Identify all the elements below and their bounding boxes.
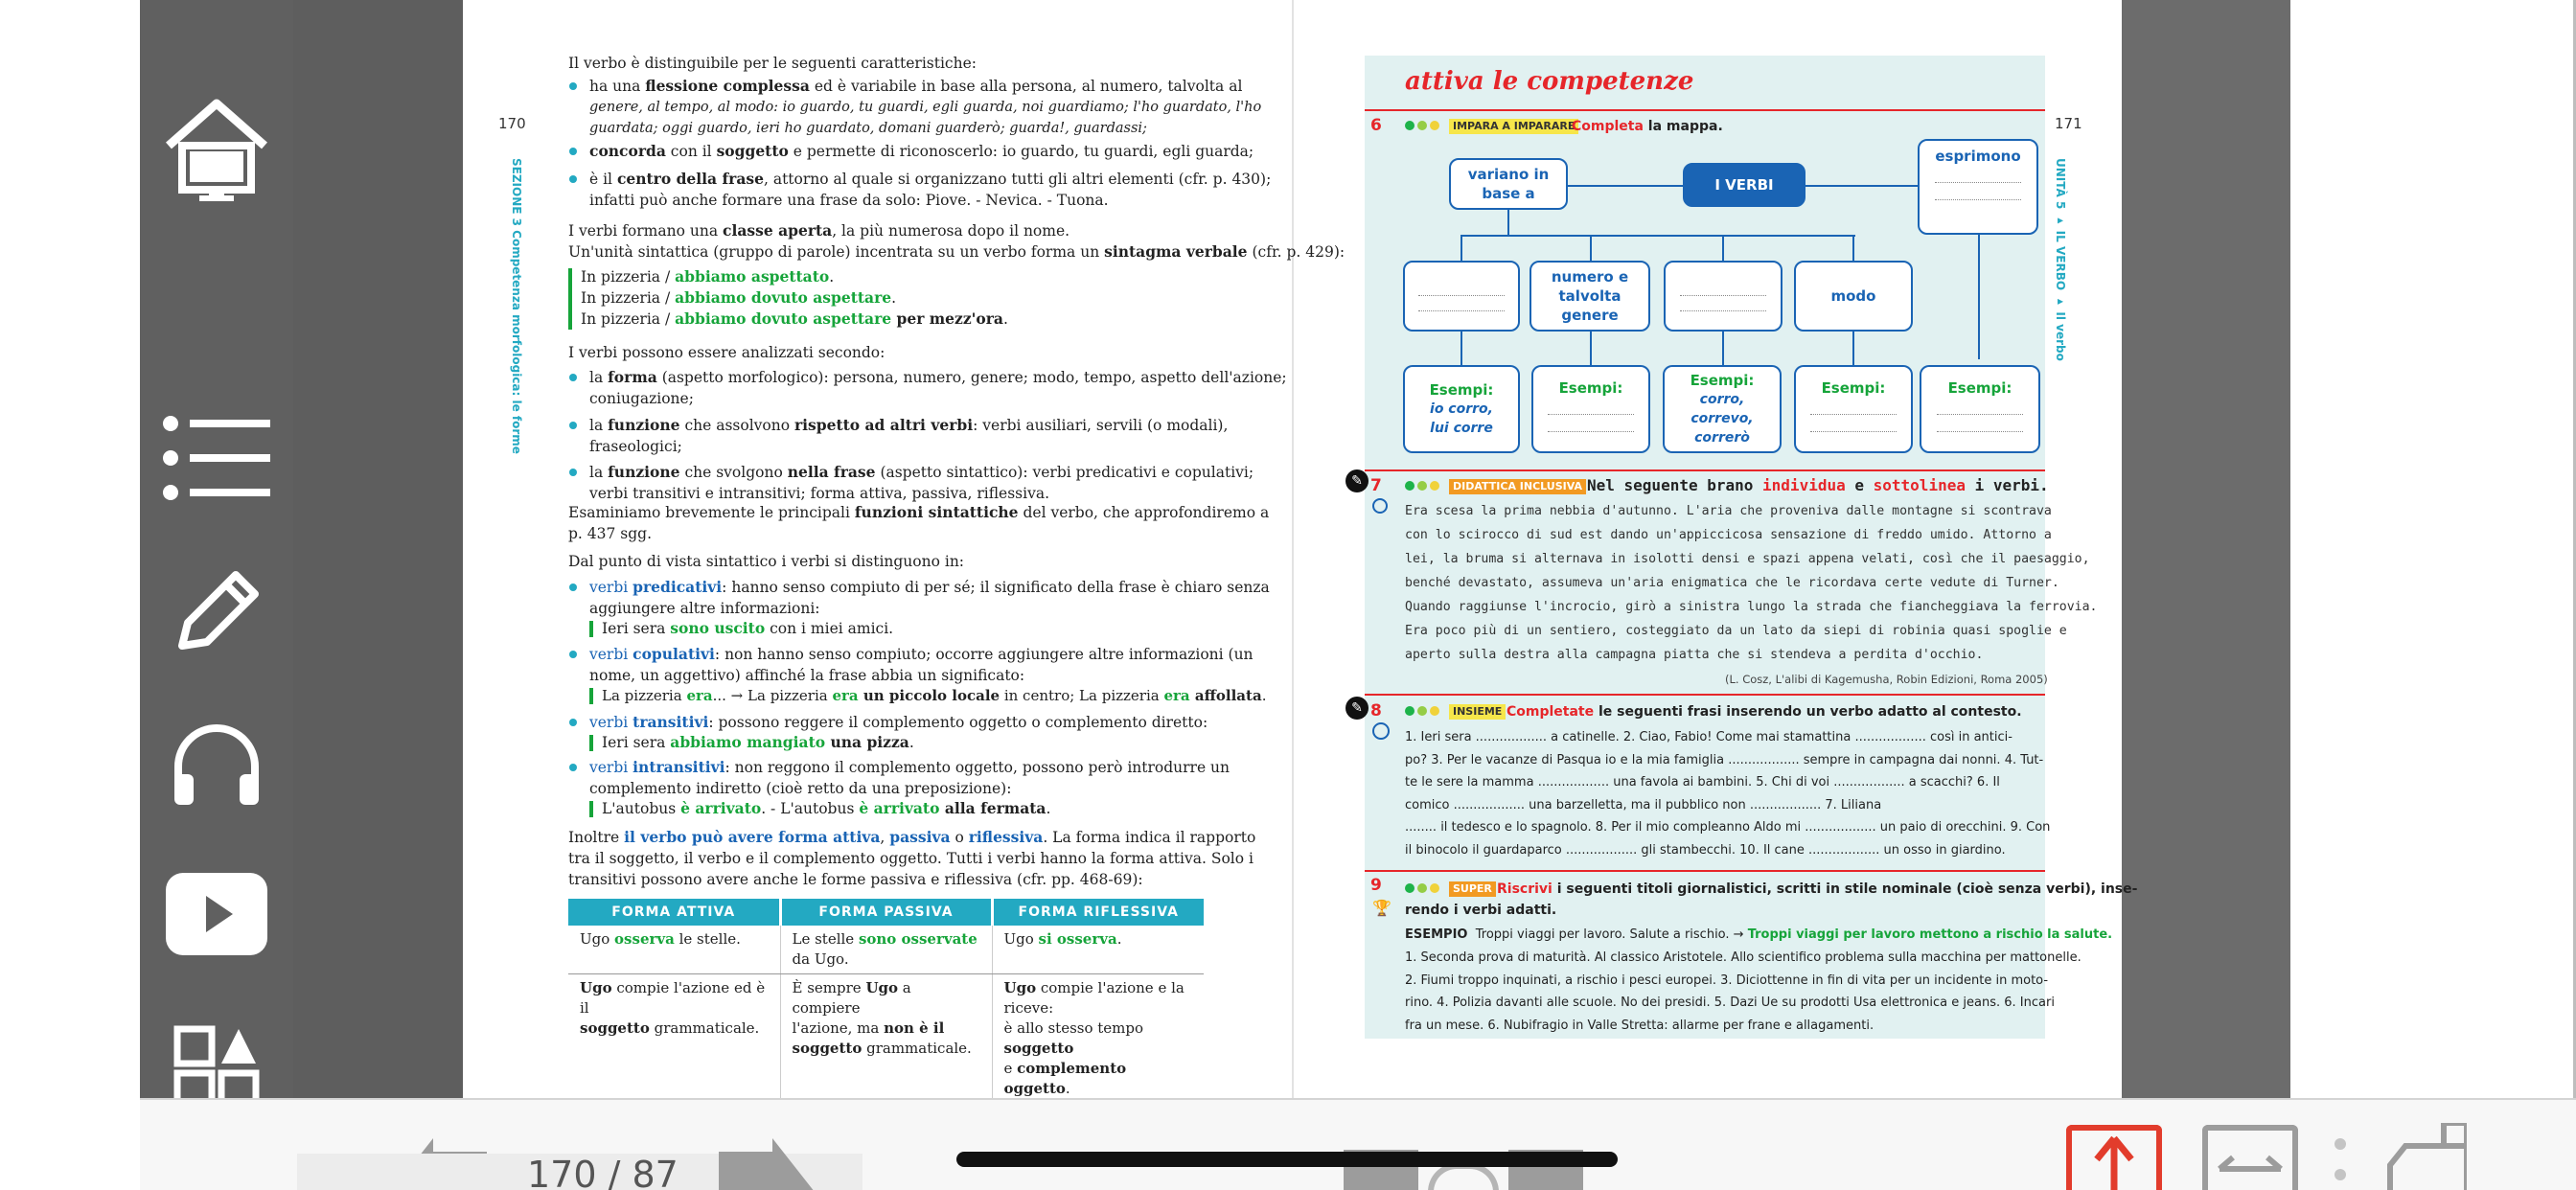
text-line: po? 3. Per le vacanze di Pasqua io e la mia famiglia .................. sempre in campagna dai nonni. 4. Tut- bbox=[1405, 752, 2044, 767]
criteria-2: la funzione che assolvono rispetto ad altri verbi: verbi ausiliari, servili (o modali), bbox=[589, 416, 1229, 434]
feature-2: concorda con il soggetto e permette di riconoscerlo: io guardo, tu guardi, egli guarda; bbox=[589, 142, 1254, 160]
table-cell: Ugo si osserva. bbox=[992, 926, 1204, 974]
criteria-2b: fraseologici; bbox=[589, 438, 682, 455]
bullet bbox=[569, 651, 577, 658]
map-node-blank bbox=[1664, 261, 1782, 332]
example-bar bbox=[568, 268, 572, 330]
map-connector bbox=[1507, 210, 1509, 235]
pencil-badge-icon: ✎ bbox=[1346, 469, 1368, 492]
map-connector bbox=[1568, 185, 1683, 187]
feature-1-line1: ha una flessione complessa ed è variabile in base alla persona, al numero, talvolta al bbox=[589, 77, 1243, 95]
example-line: In pizzeria / abbiamo dovuto aspettare per mezz'ora. bbox=[581, 309, 1008, 328]
type-predicativi-b: aggiungere altre informazioni: bbox=[589, 600, 820, 617]
forms-table bbox=[568, 899, 1204, 1104]
page-fold-icon[interactable] bbox=[2386, 1123, 2467, 1190]
zoom-icon bbox=[1428, 1163, 1499, 1190]
list-icon[interactable] bbox=[161, 402, 272, 514]
feature-3-line2: infatti può anche formare una frase da solo: Piove. - Nevica. - Tuona. bbox=[589, 192, 1109, 209]
unit-label: UNITÀ 5 ▸ IL VERBO ▸ Il verbo bbox=[2054, 158, 2067, 361]
exercise-number: 9 bbox=[1370, 876, 1382, 895]
table-cell: Le stelle sono osservate da Ugo. bbox=[780, 926, 992, 974]
exercise-instruction: Riscrivi i seguenti titoli giornalistici, scritti in stile nominale (cioè senza verbi), inse- bbox=[1497, 881, 2138, 897]
divider bbox=[1365, 870, 2045, 872]
fit-width-icon[interactable] bbox=[2202, 1125, 2298, 1190]
difficulty-dots bbox=[1405, 883, 1439, 893]
section-header: attiva le competenze bbox=[1405, 67, 1694, 96]
bullet bbox=[569, 374, 577, 381]
table-row bbox=[568, 926, 1204, 974]
paragraph: Inoltre il verbo può avere forma attiva, passiva o riflessiva. La forma indica il rapporto bbox=[568, 828, 1256, 846]
example-line: Ieri sera abbiamo mangiato una pizza. bbox=[602, 733, 914, 751]
bullet bbox=[569, 764, 577, 771]
example-line: ESEMPIO Troppi viaggi per lavoro. Salute a rischio. → Troppi viaggi per lavoro mettono a rischio la salute. bbox=[1405, 927, 2113, 942]
paragraph: I verbi possono essere analizzati secondo: bbox=[568, 344, 886, 361]
exercise-tag: IMPARA A IMPARARE bbox=[1449, 119, 1578, 134]
map-connector bbox=[1590, 235, 1592, 261]
table-cell: Ugo compie l'azione e la riceve: è allo stesso tempo soggetto e complemento oggetto. bbox=[992, 974, 1204, 1104]
text-line: con lo scirocco di sud est dando un'appiccicosa sensazione di freddo umido. Attorno a bbox=[1405, 528, 2052, 542]
exercise-instruction: Completate le seguenti frasi inserendo un verbo adatto al contesto. bbox=[1506, 704, 2022, 720]
paragraph: Esaminiamo brevemente le principali funzioni sintattiche del verbo, che approfondiremo a bbox=[568, 503, 1270, 521]
viewer-gutter bbox=[2122, 0, 2290, 1098]
bullet bbox=[569, 82, 577, 90]
feature-1-line2: genere, al tempo, al modo: io guardo, tu guardi, egli guarda, noi guardiamo; l'ho guardato, l'ho bbox=[589, 100, 1262, 115]
divider bbox=[1365, 694, 2045, 696]
text-line: comico .................. una barzelletta, ma il pubblico non .................. 7. Liliana bbox=[1405, 797, 1882, 812]
grid-icon[interactable] bbox=[161, 1012, 272, 1098]
map-connector bbox=[1852, 332, 1854, 365]
exercise-number: 7 bbox=[1370, 476, 1382, 495]
type-copulativi-b: nome, un aggettivo) affinché la frase abbia un significato: bbox=[589, 667, 1025, 684]
example-line: In pizzeria / abbiamo aspettato. bbox=[581, 267, 835, 286]
map-example-box: Esempi: io corro, lui corre bbox=[1403, 365, 1520, 453]
difficulty-dots bbox=[1405, 706, 1439, 716]
exercise-tag: INSIEME bbox=[1449, 704, 1506, 720]
map-node-left: variano in base a bbox=[1449, 158, 1568, 210]
next-page-button[interactable] bbox=[719, 1138, 815, 1190]
home-indicator bbox=[956, 1152, 1618, 1167]
left-margin bbox=[0, 0, 140, 1098]
map-connector bbox=[1460, 235, 1855, 237]
text-line: lei, la bruma si alternava in isolotti densi e spazi appena velati, così che il paesaggio, bbox=[1405, 552, 2090, 566]
page-indicator: 170 / 87 bbox=[527, 1154, 678, 1190]
paragraph: Dal punto di vista sintattico i verbi si distinguono in: bbox=[568, 553, 965, 570]
map-connector bbox=[1590, 332, 1592, 365]
bullet bbox=[569, 469, 577, 476]
map-example-box: Esempi: bbox=[1920, 365, 2040, 453]
type-intransitivi: verbi intransitivi: non reggono il complemento oggetto, possono però introdurre un bbox=[589, 758, 1230, 776]
bullet bbox=[569, 175, 577, 183]
map-node-right: esprimono bbox=[1918, 139, 2038, 235]
map-connector bbox=[1722, 235, 1724, 261]
text-line: Era scesa la prima nebbia d'autunno. L'aria che proveniva dalle montagne si scontrava bbox=[1405, 504, 2052, 518]
table-cell: Ugo compie l'azione ed è il soggetto grammaticale. bbox=[568, 974, 780, 1104]
pencil-badge-icon: ✎ bbox=[1346, 697, 1368, 720]
criteria-1b: coniugazione; bbox=[589, 390, 694, 407]
text-line: Era poco più di un sentiero, costeggiato da un lato da siepi di robinia quasi spoglie e bbox=[1405, 624, 2067, 638]
table-cell: È sempre Ugo a compiere l'azione, ma non è il soggetto grammaticale. bbox=[780, 974, 992, 1104]
type-intransitivi-b: complemento indiretto (cioè retto da una preposizione): bbox=[589, 780, 1012, 797]
paragraph: I verbi formano una classe aperta, la più numerosa dopo il nome. bbox=[568, 221, 1070, 240]
text-line: ........ il tedesco e lo spagnolo. 8. Per il mio compleanno Aldo mi .................. un paio di orecchini. 9. Con bbox=[1405, 820, 2051, 835]
difficulty-dots bbox=[1405, 481, 1439, 491]
table-cell: Ugo osserva le stelle. bbox=[568, 926, 780, 974]
example-line: La pizzeria era... → La pizzeria era un piccolo locale in centro; La pizzeria era affollata. bbox=[602, 687, 1267, 704]
page-number-left: 170 bbox=[498, 115, 526, 132]
text-line: aperto sulla destra alla campagna piatta che si stendeva a perdita d'occhio. bbox=[1405, 648, 1984, 662]
bottom-toolbar bbox=[140, 1098, 2576, 1190]
share-icon[interactable] bbox=[2066, 1125, 2162, 1190]
map-connector bbox=[1852, 235, 1854, 261]
bullet bbox=[569, 584, 577, 591]
example-line: In pizzeria / abbiamo dovuto aspettare. bbox=[581, 288, 897, 307]
exercise-instruction: Nel seguente brano individua e sottolinea i verbi. bbox=[1587, 476, 2049, 494]
group-icon bbox=[1372, 722, 1390, 740]
play-icon[interactable] bbox=[161, 858, 272, 970]
difficulty-dots bbox=[1405, 121, 1439, 130]
exercise-instruction-cont: rendo i verbi adatti. bbox=[1405, 903, 1557, 918]
feature-1-line3: guardata; oggi guardo, ieri ho guardato, domani guarderò; guarda!, guardassi; bbox=[589, 121, 1147, 136]
text-line: Quando raggiunse l'incrocio, girò a sinistra lungo la strada che fiancheggiava la ferrovia. bbox=[1405, 600, 2098, 614]
map-example-box: Esempi: bbox=[1531, 365, 1650, 453]
page-number-right: 171 bbox=[2055, 115, 2082, 132]
type-predicativi: verbi predicativi: hanno senso compiuto di per sé; il significato della frase è chiaro senza bbox=[589, 578, 1270, 596]
type-transitivi: verbi transitivi: possono reggere il complemento oggetto o complemento diretto: bbox=[589, 713, 1208, 731]
exercise-instruction: Completa la mappa. bbox=[1572, 119, 1723, 134]
bullet bbox=[569, 719, 577, 726]
paragraph: Un'unità sintattica (gruppo di parole) incentrata su un verbo forma un sintagma verbale (cfr. p. 429): bbox=[568, 242, 1346, 261]
type-copulativi: verbi copulativi: non hanno senso compiuto; occorre aggiungere altre informazioni (un bbox=[589, 645, 1254, 663]
paragraph: transitivi possono avere anche le forme passiva e riflessiva (cfr. pp. 468-69): bbox=[568, 871, 1143, 888]
map-example-box: Esempi: corro, correvo, correrò bbox=[1663, 365, 1782, 453]
table-header: FORMA ATTIVA bbox=[568, 899, 780, 926]
next-page-edge bbox=[2290, 0, 2576, 1098]
map-node-modo: modo bbox=[1794, 261, 1913, 332]
overflow-dot bbox=[2334, 1169, 2346, 1180]
home-icon[interactable] bbox=[161, 96, 272, 207]
audio-icon[interactable] bbox=[1372, 498, 1388, 514]
sidebar bbox=[140, 0, 293, 1098]
example-bar bbox=[589, 801, 593, 817]
exercise-number: 8 bbox=[1370, 701, 1382, 721]
paragraph: tra il soggetto, il verbo e il complemento oggetto. Tutti i verbi hanno la forma attiva. Solo i bbox=[568, 850, 1254, 867]
text-line: fra un mese. 6. Nubifragio in Valle Stretta: allarme per frane e allagamenti. bbox=[1405, 1018, 1874, 1033]
overflow-dot bbox=[2334, 1138, 2346, 1150]
text-line: rino. 4. Polizia davanti alle scuole. No dei presidi. 5. Dazi Ue su prodotti Usa elettronica e jeans. 6. Incari bbox=[1405, 995, 2055, 1010]
table-header: FORMA PASSIVA bbox=[780, 899, 992, 926]
divider bbox=[1365, 469, 2045, 471]
feature-3-line1: è il centro della frase, attorno al quale si organizzano tutti gli altri elementi (cfr. p. 430); bbox=[589, 170, 1272, 188]
exercise-tag: SUPER bbox=[1449, 881, 1496, 897]
map-connector bbox=[1806, 185, 1918, 187]
text-line: 1. Ieri sera .................. a catinelle. 2. Ciao, Fabio! Come mai stamattina .................. così in antici- bbox=[1405, 730, 2012, 744]
example-bar bbox=[589, 688, 593, 704]
intro-text: Il verbo è distinguibile per le seguenti caratteristiche: bbox=[568, 55, 977, 72]
bullet bbox=[569, 422, 577, 429]
criteria-3b: verbi transitivi e intransitivi; forma attiva, passiva, riflessiva. bbox=[589, 485, 1050, 502]
text-line: benché devastato, assumeva un'aria enigmatica che le ricordava certe vedute di Turner. bbox=[1405, 576, 2059, 590]
pencil-icon[interactable] bbox=[161, 556, 272, 667]
map-connector bbox=[1460, 235, 1462, 261]
exercise-tag: DIDATTICA INCLUSIVA bbox=[1449, 479, 1586, 494]
criteria-1: la forma (aspetto morfologico): persona, numero, genere; modo, tempo, aspetto dell'azione; bbox=[589, 368, 1287, 386]
text-line: il binocolo il guardaparco .................. gli stambecchi. 10. Il cane .................. un osso in giardino. bbox=[1405, 842, 2006, 858]
criteria-3: la funzione che svolgono nella frase (aspetto sintattico): verbi predicativi e copulativi; bbox=[589, 463, 1254, 481]
divider bbox=[1365, 109, 2045, 111]
headphones-icon[interactable] bbox=[161, 709, 272, 820]
exercise-number: 6 bbox=[1370, 116, 1382, 135]
example-bar bbox=[589, 621, 593, 637]
map-connector bbox=[1460, 332, 1462, 365]
bullet bbox=[569, 148, 577, 155]
map-node-center: I VERBI bbox=[1683, 163, 1806, 207]
example-line: L'autobus è arrivato. - L'autobus è arrivato alla fermata. bbox=[602, 799, 1051, 817]
trophy-icon: 🏆 bbox=[1372, 899, 1392, 917]
example-bar bbox=[589, 735, 593, 751]
map-node-numero: numero e talvolta genere bbox=[1530, 261, 1650, 332]
map-connector bbox=[1978, 235, 1980, 359]
table-header: FORMA RIFLESSIVA bbox=[992, 899, 1204, 926]
text-line: 2. Fiumi troppo inquinati, a rischio i pesci europei. 3. Diciottenne in fin di vita per un incidente in moto- bbox=[1405, 973, 2049, 988]
table-row bbox=[568, 974, 1204, 1104]
map-connector bbox=[1722, 332, 1724, 365]
text-line: 1. Seconda prova di maturità. Al classico Aristotele. Allo scientifico problema sulla macchina per mattonelle. bbox=[1405, 950, 2082, 965]
source-citation: (L. Cosz, L'alibi di Kagemusha, Robin Edizioni, Roma 2005) bbox=[1725, 673, 2048, 686]
section-label: SEZIONE 3 Competenza morfologica: le forme bbox=[510, 158, 523, 454]
map-example-box: Esempi: bbox=[1794, 365, 1913, 453]
example-line: Ieri sera sono uscito con i miei amici. bbox=[602, 619, 894, 637]
map-node-blank bbox=[1403, 261, 1520, 332]
paragraph: p. 437 sgg. bbox=[568, 525, 653, 542]
text-line: te le sere la mamma .................. una favola ai bambini. 5. Chi di voi .................. a scacchi? 6. Il bbox=[1405, 775, 2000, 790]
